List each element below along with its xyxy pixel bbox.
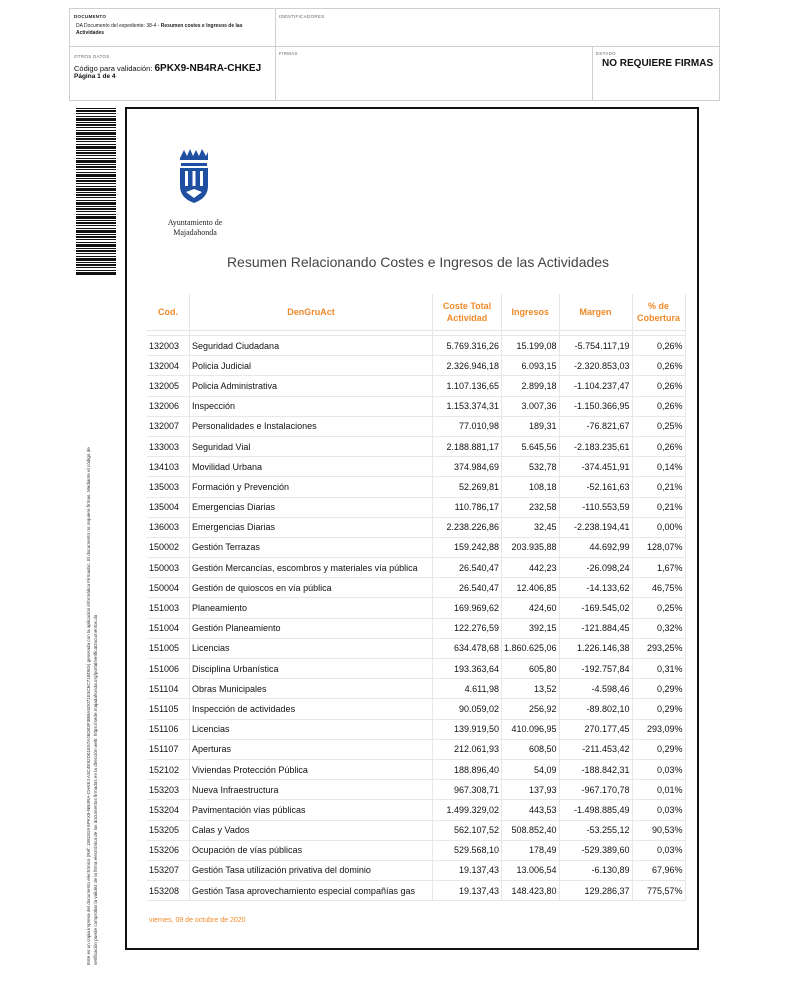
documento-label: DOCUMENTO xyxy=(74,14,107,19)
table-header-row xyxy=(147,294,685,331)
cell-coste-total: 52.269,81 xyxy=(433,477,502,497)
cell-margen: -52.161,63 xyxy=(559,477,632,497)
table-row xyxy=(147,881,685,901)
cell-coste-total: 110.786,17 xyxy=(433,497,502,517)
cell-cobertura: 0,26% xyxy=(632,396,685,416)
cell-cod: 150002 xyxy=(147,537,190,557)
cell-cod: 132003 xyxy=(147,336,190,356)
cell-cod: 153208 xyxy=(147,881,190,901)
cell-ingresos: 15.199,08 xyxy=(502,336,560,356)
verification-side-text xyxy=(86,285,99,965)
cell-ingresos: 1.860.625,06 xyxy=(502,638,560,658)
cell-margen: -529.389,60 xyxy=(559,840,632,860)
cell-cobertura: 0,00% xyxy=(632,517,685,537)
cell-cod: 151006 xyxy=(147,659,190,679)
cell-margen: -192.757,84 xyxy=(559,659,632,679)
cell-coste-total: 212.061,93 xyxy=(433,739,502,759)
cell-ingresos: 148.423,80 xyxy=(502,881,560,901)
cell-dengruact: Licencias xyxy=(190,638,433,658)
header-cobertura: % de Cobertura xyxy=(632,294,685,331)
cell-dengruact: Gestión Tasa aprovechamiento especial compañías gas xyxy=(190,881,433,901)
cell-coste-total: 374.984,69 xyxy=(433,457,502,477)
cell-dengruact: Policia Judicial xyxy=(190,356,433,376)
table-row xyxy=(147,497,685,517)
cell-ingresos: 13,52 xyxy=(502,679,560,699)
cell-dengruact: Gestión de quioscos en vía pública xyxy=(190,578,433,598)
cell-margen: -110.553,59 xyxy=(559,497,632,517)
cell-cobertura: 128,07% xyxy=(632,537,685,557)
cell-coste-total: 77.010,98 xyxy=(433,416,502,436)
cell-margen: -374.451,91 xyxy=(559,457,632,477)
cell-dengruact: Gestión Tasa utilización privativa del dominio xyxy=(190,860,433,880)
cell-coste-total: 2.188.881,17 xyxy=(433,436,502,456)
table-row xyxy=(147,356,685,376)
cell-cobertura: 0,32% xyxy=(632,618,685,638)
cell-dengruact: Formación y Prevención xyxy=(190,477,433,497)
document-header xyxy=(69,8,720,101)
cell-ingresos: 5.645,56 xyxy=(502,436,560,456)
cell-cod: 151004 xyxy=(147,618,190,638)
table-row xyxy=(147,537,685,557)
cell-coste-total: 26.540,47 xyxy=(433,578,502,598)
validation-code: 6PKX9-NB4RA-CHKEJ xyxy=(154,63,262,74)
cell-ingresos: 256,92 xyxy=(502,699,560,719)
table-row xyxy=(147,457,685,477)
cell-ingresos: 32,45 xyxy=(502,517,560,537)
cell-coste-total: 169.969,62 xyxy=(433,598,502,618)
cell-margen: -26.098,24 xyxy=(559,558,632,578)
cell-ingresos: 137,93 xyxy=(502,780,560,800)
cell-ingresos: 54,09 xyxy=(502,759,560,779)
cell-dengruact: Policia Administrativa xyxy=(190,376,433,396)
table-row xyxy=(147,578,685,598)
identificadores-label: IDENTIFICADORES xyxy=(279,14,325,19)
cell-dengruact: Inspección de actividades xyxy=(190,699,433,719)
cell-cobertura: 0,25% xyxy=(632,598,685,618)
documento-title: Resumen costes e Ingresos de las Actividades xyxy=(76,23,243,36)
cell-coste-total: 122.276,59 xyxy=(433,618,502,638)
header-ingresos: Ingresos xyxy=(502,294,560,331)
cell-ingresos: 508.852,40 xyxy=(502,820,560,840)
cell-coste-total: 5.769.316,26 xyxy=(433,336,502,356)
cell-margen: 44.692,99 xyxy=(559,537,632,557)
cell-margen: -211.453,42 xyxy=(559,739,632,759)
cell-coste-total: 529.568,10 xyxy=(433,840,502,860)
documento-prefix: DA Documento del expediente: 38-4 - xyxy=(76,23,161,29)
cell-cod: 151003 xyxy=(147,598,190,618)
cell-dengruact: Seguridad Vial xyxy=(190,436,433,456)
header-cod: Cod. xyxy=(147,294,190,331)
cell-ingresos: 443,53 xyxy=(502,800,560,820)
table-row xyxy=(147,477,685,497)
cell-cod: 135004 xyxy=(147,497,190,517)
cell-cod: 134103 xyxy=(147,457,190,477)
table-row xyxy=(147,336,685,356)
table-row xyxy=(147,699,685,719)
page-indicator: Página 1 de 4 xyxy=(74,73,116,80)
cell-cobertura: 1,67% xyxy=(632,558,685,578)
activities-table xyxy=(147,294,686,901)
cell-margen: -4.598,46 xyxy=(559,679,632,699)
estado-value: NO REQUIERE FIRMAS xyxy=(602,58,714,69)
cell-ingresos: 392,15 xyxy=(502,618,560,638)
header-coste-total: Coste Total Actividad xyxy=(433,294,502,331)
cell-margen: -1.498.885,49 xyxy=(559,800,632,820)
table-row xyxy=(147,739,685,759)
firmas-label: FIRMAS xyxy=(279,51,298,56)
cell-cobertura: 0,03% xyxy=(632,800,685,820)
cell-cobertura: 0,25% xyxy=(632,416,685,436)
cell-margen: 1.226.146,38 xyxy=(559,638,632,658)
table-row xyxy=(147,759,685,779)
cell-cod: 151105 xyxy=(147,699,190,719)
cell-cod: 132004 xyxy=(147,356,190,376)
cell-cobertura: 67,96% xyxy=(632,860,685,880)
table-row xyxy=(147,820,685,840)
cell-dengruact: Obras Municipales xyxy=(190,679,433,699)
cell-dengruact: Movilidad Urbana xyxy=(190,457,433,477)
cell-cod: 132007 xyxy=(147,416,190,436)
cell-margen: -6.130,89 xyxy=(559,860,632,880)
estado-label: ESTADO xyxy=(596,51,616,56)
cell-dengruact: Emergencias Diarias xyxy=(190,517,433,537)
cell-coste-total: 2.238.226,86 xyxy=(433,517,502,537)
cell-margen: -1.150.366,95 xyxy=(559,396,632,416)
cell-ingresos: 12.406,85 xyxy=(502,578,560,598)
cell-coste-total: 26.540,47 xyxy=(433,558,502,578)
cell-cobertura: 0,31% xyxy=(632,659,685,679)
cell-cod: 153206 xyxy=(147,840,190,860)
cell-dengruact: Inspección xyxy=(190,396,433,416)
cell-ingresos: 3.007,36 xyxy=(502,396,560,416)
cell-cod: 151104 xyxy=(147,679,190,699)
cell-margen: -14.133,62 xyxy=(559,578,632,598)
cell-cod: 153205 xyxy=(147,820,190,840)
cell-cod: 153204 xyxy=(147,800,190,820)
header-margen: Margen xyxy=(559,294,632,331)
cell-margen: 129.286,37 xyxy=(559,881,632,901)
cell-cobertura: 0,29% xyxy=(632,679,685,699)
cell-margen: 270.177,45 xyxy=(559,719,632,739)
cell-cobertura: 0,01% xyxy=(632,780,685,800)
cell-dengruact: Nueva Infraestructura xyxy=(190,780,433,800)
table-row xyxy=(147,780,685,800)
cell-dengruact: Gestión Planeamiento xyxy=(190,618,433,638)
cell-margen: -1.104.237,47 xyxy=(559,376,632,396)
cell-cobertura: 0,26% xyxy=(632,356,685,376)
cell-margen: -53.255,12 xyxy=(559,820,632,840)
cell-dengruact: Licencias xyxy=(190,719,433,739)
cell-ingresos: 532,78 xyxy=(502,457,560,477)
header-dengruact: DenGruAct xyxy=(190,294,433,331)
cell-coste-total: 967.308,71 xyxy=(433,780,502,800)
cell-coste-total: 1.153.374,31 xyxy=(433,396,502,416)
cell-coste-total: 90.059,02 xyxy=(433,699,502,719)
table-row xyxy=(147,638,685,658)
cell-ingresos: 605,80 xyxy=(502,659,560,679)
cell-coste-total: 193.363,64 xyxy=(433,659,502,679)
cell-margen: -967.170,78 xyxy=(559,780,632,800)
cell-dengruact: Disciplina Urbanística xyxy=(190,659,433,679)
documento-value xyxy=(76,23,266,36)
cell-dengruact: Gestión Terrazas xyxy=(190,537,433,557)
table-row xyxy=(147,618,685,638)
cell-cod: 132005 xyxy=(147,376,190,396)
cell-dengruact: Emergencias Diarias xyxy=(190,497,433,517)
table-row xyxy=(147,840,685,860)
cell-cod: 151005 xyxy=(147,638,190,658)
cell-ingresos: 13.006,54 xyxy=(502,860,560,880)
cell-cobertura: 0,26% xyxy=(632,436,685,456)
cell-cobertura: 90,53% xyxy=(632,820,685,840)
cell-dengruact: Seguridad Ciudadana xyxy=(190,336,433,356)
table-row xyxy=(147,436,685,456)
cell-margen: -5.754.117,19 xyxy=(559,336,632,356)
cell-margen: -2.238.194,41 xyxy=(559,517,632,537)
table-row xyxy=(147,659,685,679)
cell-cod: 132006 xyxy=(147,396,190,416)
report-title: Resumen Relacionando Costes e Ingresos de las Actividades xyxy=(226,254,610,270)
cell-margen: -2.183.235,61 xyxy=(559,436,632,456)
cell-cod: 135003 xyxy=(147,477,190,497)
logo-line-2: Majadahonda xyxy=(173,228,217,237)
cell-coste-total: 1.107.136,65 xyxy=(433,376,502,396)
cell-cobertura: 0,03% xyxy=(632,759,685,779)
cell-dengruact: Gestión Mercancías, escombros y materiales vía pública xyxy=(190,558,433,578)
cell-ingresos: 608,50 xyxy=(502,739,560,759)
cell-cobertura: 46,75% xyxy=(632,578,685,598)
cell-ingresos: 424,60 xyxy=(502,598,560,618)
table-row xyxy=(147,800,685,820)
cell-cobertura: 0,14% xyxy=(632,457,685,477)
cell-coste-total: 159.242,88 xyxy=(433,537,502,557)
cell-coste-total: 19.137,43 xyxy=(433,860,502,880)
table-row xyxy=(147,517,685,537)
otros-datos-label: OTROS DATOS xyxy=(74,54,110,59)
cell-cod: 150004 xyxy=(147,578,190,598)
cell-ingresos: 6.093,15 xyxy=(502,356,560,376)
table-row xyxy=(147,719,685,739)
validation-code-label: Código para validación: xyxy=(74,64,155,73)
cell-dengruact: Planeamiento xyxy=(190,598,433,618)
table-row xyxy=(147,598,685,618)
cell-margen: -89.802,10 xyxy=(559,699,632,719)
cell-cod: 136003 xyxy=(147,517,190,537)
barcode-icon xyxy=(76,108,116,276)
table-row xyxy=(147,679,685,699)
cell-dengruact: Aperturas xyxy=(190,739,433,759)
cell-coste-total: 19.137,43 xyxy=(433,881,502,901)
cell-ingresos: 232,58 xyxy=(502,497,560,517)
cell-margen: -76.821,67 xyxy=(559,416,632,436)
cell-cod: 151106 xyxy=(147,719,190,739)
cell-cod: 152102 xyxy=(147,759,190,779)
table-row xyxy=(147,396,685,416)
cell-dengruact: Ocupación de vías públicas xyxy=(190,840,433,860)
cell-coste-total: 2.326.946,18 xyxy=(433,356,502,376)
cell-cobertura: 0,26% xyxy=(632,336,685,356)
cell-ingresos: 108,18 xyxy=(502,477,560,497)
cell-coste-total: 1.499.329,02 xyxy=(433,800,502,820)
cell-cobertura: 293,09% xyxy=(632,719,685,739)
cell-cod: 150003 xyxy=(147,558,190,578)
cell-coste-total: 139.919,50 xyxy=(433,719,502,739)
table-row xyxy=(147,860,685,880)
cell-cobertura: 0,29% xyxy=(632,739,685,759)
cell-coste-total: 188.896,40 xyxy=(433,759,502,779)
table-row xyxy=(147,376,685,396)
cell-cobertura: 0,26% xyxy=(632,376,685,396)
cell-margen: -169.545,02 xyxy=(559,598,632,618)
cell-cod: 153207 xyxy=(147,860,190,880)
cell-margen: -188.842,31 xyxy=(559,759,632,779)
cell-ingresos: 442,23 xyxy=(502,558,560,578)
logo-line-1: Ayuntamiento de xyxy=(167,218,223,227)
cell-ingresos: 410.096,95 xyxy=(502,719,560,739)
cell-ingresos: 203.935,88 xyxy=(502,537,560,557)
cell-dengruact: Personalidades e Instalaciones xyxy=(190,416,433,436)
cell-coste-total: 562.107,52 xyxy=(433,820,502,840)
cell-cod: 151107 xyxy=(147,739,190,759)
coat-of-arms-icon xyxy=(176,146,212,204)
municipality-name xyxy=(157,218,233,238)
cell-dengruact: Calas y Vados xyxy=(190,820,433,840)
cell-dengruact: Pavimentación vías públicas xyxy=(190,800,433,820)
cell-cobertura: 0,21% xyxy=(632,497,685,517)
report-date: viernes, 09 de octubre de 2020 xyxy=(149,917,246,924)
side-text-line-1: Este es un copia impresa del documento electrónico (Ref: 1581819 6PKX9-NB4RA-CHKEJ A3C4E92D01E57A26D03F3BBA5D071E3C6C71BDE5) generada con la aplicación informática Firmadoc. El documento no requiere firmas. Mediante el código de xyxy=(86,447,91,965)
cell-cobertura: 775,57% xyxy=(632,881,685,901)
table-row xyxy=(147,558,685,578)
cell-cobertura: 0,21% xyxy=(632,477,685,497)
cell-margen: -2.320.853,03 xyxy=(559,356,632,376)
cell-ingresos: 178,49 xyxy=(502,840,560,860)
cell-dengruact: Viviendas Protección Pública xyxy=(190,759,433,779)
cell-coste-total: 4.611,98 xyxy=(433,679,502,699)
cell-margen: -121.884,45 xyxy=(559,618,632,638)
cell-coste-total: 634.478,68 xyxy=(433,638,502,658)
cell-cod: 133003 xyxy=(147,436,190,456)
cell-cod: 153203 xyxy=(147,780,190,800)
cell-ingresos: 2.899,18 xyxy=(502,376,560,396)
side-text-line-2: verificación puede comprobar la validez de la firma electrónica de los documentos firmados en la dirección web: https://sede.majadahonda.org/portal/verificaDocumentos.do xyxy=(92,614,98,965)
cell-cobertura: 0,03% xyxy=(632,840,685,860)
cell-cobertura: 293,25% xyxy=(632,638,685,658)
cell-ingresos: 189,31 xyxy=(502,416,560,436)
cell-cobertura: 0,29% xyxy=(632,699,685,719)
table-row xyxy=(147,416,685,436)
